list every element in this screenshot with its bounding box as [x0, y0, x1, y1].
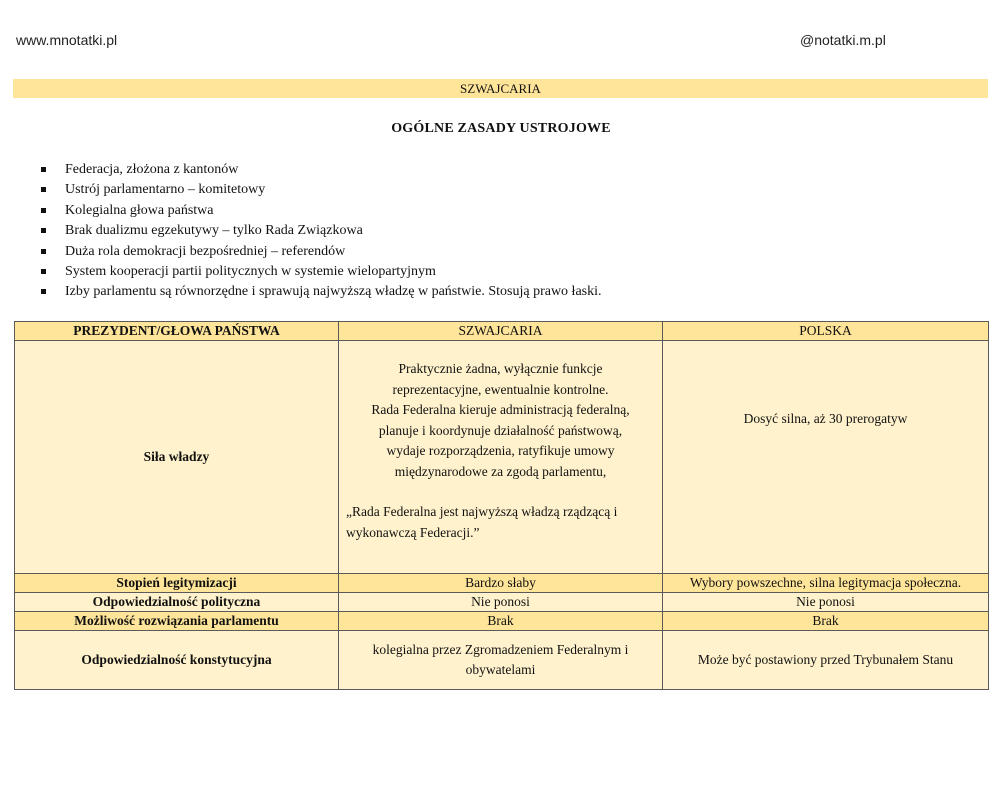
list-item — [40, 201, 602, 221]
switzerland-cell: Brak — [339, 612, 663, 631]
bullet-square-icon — [41, 269, 46, 274]
row-label: Możliwość rozwiązania parlamentu — [15, 612, 339, 631]
table-row — [15, 631, 989, 690]
cell-line: reprezentacyjne, ewentualnie kontrolne. — [392, 381, 609, 397]
row-label: Odpowiedzialność konstytucyjna — [15, 631, 339, 690]
cell-quote — [342, 502, 659, 543]
list-item — [40, 242, 602, 262]
cell-line: Praktycznie żadna, wyłącznie funkcje — [398, 361, 603, 376]
list-item-text: Brak dualizmu egzekutywy – tylko Rada Związkowa — [65, 223, 363, 239]
cell-line: Rada Federalna kieruje administracją federalną, — [371, 402, 630, 417]
row-label: Siła władzy — [15, 341, 339, 574]
list-item — [40, 282, 602, 302]
cell-line: międzynarodowe za zgodą parlamentu, — [394, 463, 607, 479]
list-item — [40, 221, 602, 241]
country-banner: SZWAJCARIA — [13, 79, 988, 98]
comparison-table — [14, 321, 989, 690]
poland-cell: Nie ponosi — [663, 593, 989, 612]
bullet-square-icon — [41, 289, 46, 294]
table-row — [15, 593, 989, 612]
cell-line: wydaje rozporządzenia, ratyfikuje umowy — [386, 443, 615, 458]
cell-line: planuje i koordynuje działalność państwową, — [378, 422, 623, 438]
cell-paragraph — [342, 359, 659, 482]
section-title: OGÓLNE ZASADY USTROJOWE — [391, 121, 611, 136]
poland-cell: Brak — [663, 612, 989, 631]
list-item-text: Izby parlamentu są równorzędne i sprawują najwyższą władzę w państwie. Stosują prawo łaski. — [65, 284, 602, 300]
table-header-row — [15, 322, 989, 341]
bullet-square-icon — [41, 167, 46, 172]
poland-cell: Może być postawiony przed Trybunałem Stanu — [663, 631, 989, 690]
cell-line: wykonawczą Federacji.” — [346, 524, 480, 540]
bullet-square-icon — [41, 187, 46, 192]
table-row — [15, 341, 989, 574]
table-row — [15, 612, 989, 631]
switzerland-cell — [339, 341, 663, 574]
row-label: Odpowiedzialność polityczna — [15, 593, 339, 612]
column-header-poland: POLSKA — [663, 322, 989, 341]
list-item — [40, 160, 602, 180]
principles-list — [40, 160, 602, 303]
switzerland-cell: Nie ponosi — [339, 593, 663, 612]
bullet-square-icon — [41, 249, 46, 254]
switzerland-cell — [339, 631, 663, 690]
poland-cell: Wybory powszechne, silna legitymacja społeczna. — [663, 574, 989, 593]
list-item-text: Kolegialna głowa państwa — [65, 202, 214, 218]
bullet-square-icon — [41, 228, 46, 233]
bullet-square-icon — [41, 208, 46, 213]
poland-cell: Dosyć silna, aż 30 prerogatyw — [663, 341, 989, 574]
list-item-text: Duża rola demokracji bezpośredniej – referendów — [65, 243, 346, 259]
list-item-text: Ustrój parlamentarno – komitetowy — [65, 182, 266, 198]
cell-line: „Rada Federalna jest najwyższą władzą rządzącą i — [346, 504, 618, 519]
list-item-text: Federacja, złożona z kantonów — [65, 162, 239, 177]
site-url: www.mnotatki.pl — [16, 32, 118, 48]
list-item — [40, 180, 602, 200]
column-header-president: PREZYDENT/GŁOWA PAŃSTWA — [15, 322, 339, 341]
switzerland-cell: Bardzo słaby — [339, 574, 663, 593]
list-item-text: System kooperacji partii politycznych w systemie wielopartyjnym — [65, 264, 436, 280]
list-item — [40, 262, 602, 282]
cell-line: obywatelami — [465, 662, 536, 677]
row-label: Stopień legitymizacji — [15, 574, 339, 593]
cell-line: kolegialna przez Zgromadzeniem Federalnym i — [372, 641, 629, 657]
table-row — [15, 574, 989, 593]
column-header-switzerland: SZWAJCARIA — [339, 322, 663, 341]
social-handle: @notatki.m.pl — [800, 32, 886, 48]
